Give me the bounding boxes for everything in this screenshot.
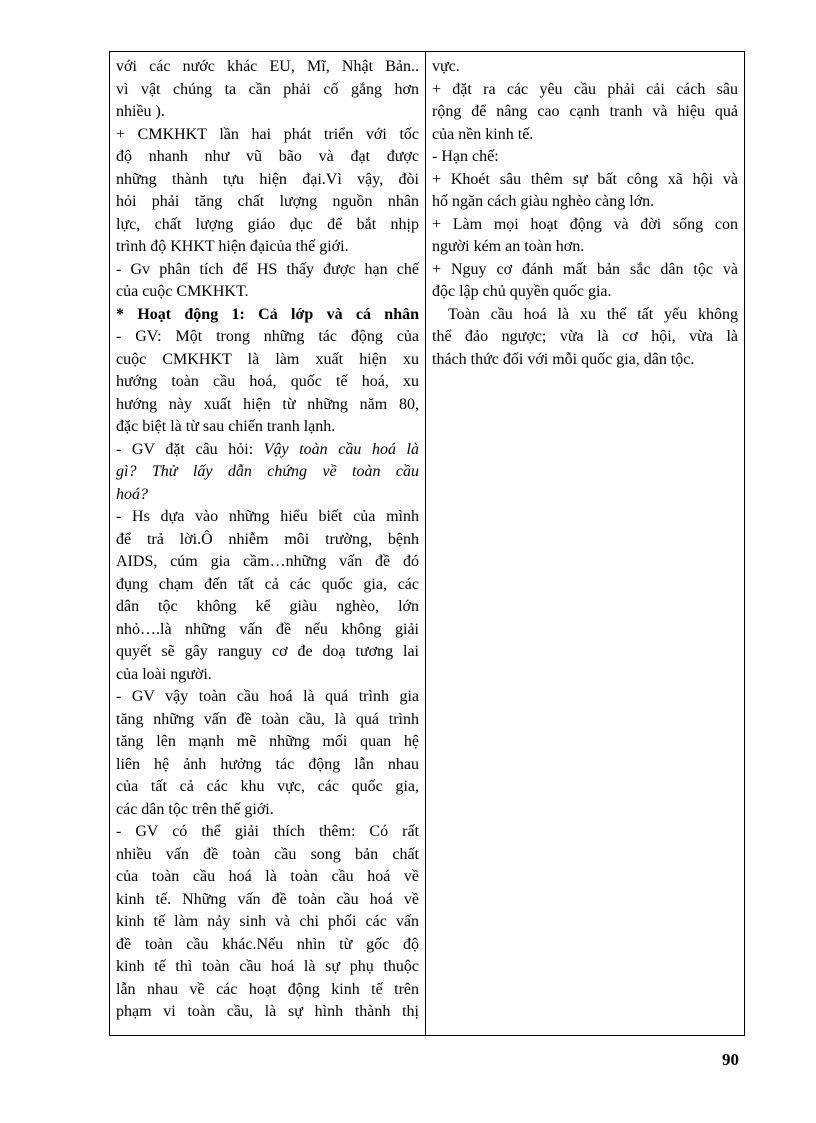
text-line: lẫn nhau về các hoạt động kinh tế trên bbox=[116, 980, 419, 998]
text-line: hướng này xuất hiện từ những năm 80, bbox=[116, 395, 419, 413]
text-line: của loài người. bbox=[116, 665, 212, 683]
text-line: - GV: Một trong những tác động của bbox=[116, 328, 419, 345]
text-line: nhiều ). bbox=[116, 103, 165, 120]
text-line: của toàn cầu hoá là toàn cầu hoá về bbox=[116, 868, 419, 885]
text-line: nhỏ….là những vấn đề nếu không giải bbox=[116, 620, 419, 638]
text-line: + Làm mọi hoạt động và đời sống con bbox=[432, 215, 738, 233]
text-line: AIDS, cúm gia cầm…những vấn đề đó bbox=[116, 553, 419, 570]
text-line: + CMKHKT lần hai phát triển với tốc bbox=[116, 125, 419, 143]
text-line: tăng những vấn đề toàn cầu, là quá trình bbox=[116, 710, 419, 728]
text-line: thách thức đối với mỗi quốc gia, dân tộc. bbox=[432, 350, 695, 368]
text-line: những thành tựu hiện đại.Vì vậy, đòi bbox=[116, 170, 419, 188]
text-line: kinh tế làm nảy sinh và chi phối các vấn bbox=[116, 913, 419, 930]
text-line: dân tộc không kể giàu nghèo, lớn bbox=[116, 598, 419, 615]
text-line: thể đảo ngược; vừa là cơ hội, vừa là bbox=[432, 328, 738, 345]
text-line: - Hs dựa vào những hiểu biết của mình bbox=[116, 508, 419, 525]
text-line: tăng lên mạnh mẽ những mối quan hệ bbox=[116, 733, 419, 750]
text-line: cuộc CMKHKT là làm xuất hiện xu bbox=[116, 350, 419, 368]
content-column bbox=[426, 52, 744, 1035]
text-line: đề toàn cầu khác.Nếu nhìn từ gốc độ bbox=[116, 935, 419, 953]
text-line: của tất cả các khu vực, các quốc gia, bbox=[116, 778, 419, 795]
text-line: + Khoét sâu thêm sự bất công xã hội và bbox=[432, 170, 738, 188]
text-line: hố ngăn cách giàu nghèo càng lớn. bbox=[432, 193, 655, 210]
text-line: - Gv phân tích để HS thấy được hạn chế bbox=[116, 260, 419, 278]
text-line: đụng chạm đến tất cả các quốc gia, các bbox=[116, 575, 419, 593]
text-line: của cuộc CMKHKT. bbox=[116, 283, 249, 300]
text-line: + đặt ra các yêu cầu phải cải cách sâu bbox=[432, 80, 738, 98]
text-line: của nền kinh tế. bbox=[432, 125, 534, 143]
text-line: đặc biệt là từ sau chiến tranh lạnh. bbox=[116, 418, 336, 435]
text-line: kinh tế thì toàn cầu hoá là sự phụ thuộc bbox=[116, 958, 419, 975]
text-line: hỏi phải tăng chất lượng nguồn nhân bbox=[116, 193, 419, 210]
text-line: + Nguy cơ đánh mất bản sắc dân tộc và bbox=[432, 260, 738, 278]
text-line: vực. bbox=[432, 58, 460, 75]
text-line: - GV có thể giải thích thêm: Có rất bbox=[116, 823, 419, 840]
text-line: gì? Thử lấy dẫn chứng về toàn cầu bbox=[116, 463, 419, 480]
text-line: quyết sẽ gây ranguy cơ đe doạ tương lai bbox=[116, 643, 419, 660]
text-line: - Hạn chế: bbox=[432, 148, 499, 165]
text-line: trình độ KHKT hiện đạicủa thế giới. bbox=[116, 238, 349, 255]
text-line: kinh tế. Những vấn đề toàn cầu hoá về bbox=[116, 890, 419, 908]
text-line: lực, chất lượng giáo dục để bắt nhịp bbox=[116, 215, 419, 233]
text-line: người kém an toàn hơn. bbox=[432, 238, 585, 255]
text-line: độc lập chủ quyền quốc gia. bbox=[432, 283, 612, 300]
text-line: hướng toàn cầu hoá, quốc tế hoá, xu bbox=[116, 373, 419, 390]
text-line: - GV vậy toàn cầu hoá là quá trình gia bbox=[116, 688, 419, 705]
text-line: với các nước khác EU, Mĩ, Nhật Bản.. bbox=[116, 58, 419, 75]
page-number: 90 bbox=[722, 1050, 739, 1069]
text-line: để trả lời.Ô nhiễm môi trường, bệnh bbox=[116, 530, 419, 548]
text-line: vì vật chúng ta cần phải cố gắng hơn bbox=[116, 80, 419, 98]
text-line: phạm vi toàn cầu, là sự hình thành thị bbox=[116, 1003, 419, 1020]
text-line: các dân tộc trên thế giới. bbox=[116, 800, 274, 818]
lesson-table bbox=[109, 51, 745, 1036]
text-line: liên hệ ảnh hưởng tác động lẫn nhau bbox=[116, 755, 419, 773]
text-line: - GV đặt câu hỏi: Vậy toàn cầu hoá là bbox=[116, 440, 419, 458]
text-line: độ nhanh như vũ bão và đạt được bbox=[116, 148, 419, 165]
text-line: Toàn cầu hoá là xu thế tất yếu không bbox=[448, 305, 738, 323]
text-line: rộng để nâng cao cạnh tranh và hiệu quả bbox=[432, 103, 738, 120]
text-line: nhiều vấn đề toàn cầu song bản chất bbox=[116, 845, 419, 863]
teacher-activity-column bbox=[110, 52, 426, 1035]
text-line: hoá? bbox=[116, 485, 148, 503]
text-line: * Hoạt động 1: Cả lớp và cá nhân bbox=[116, 305, 419, 323]
